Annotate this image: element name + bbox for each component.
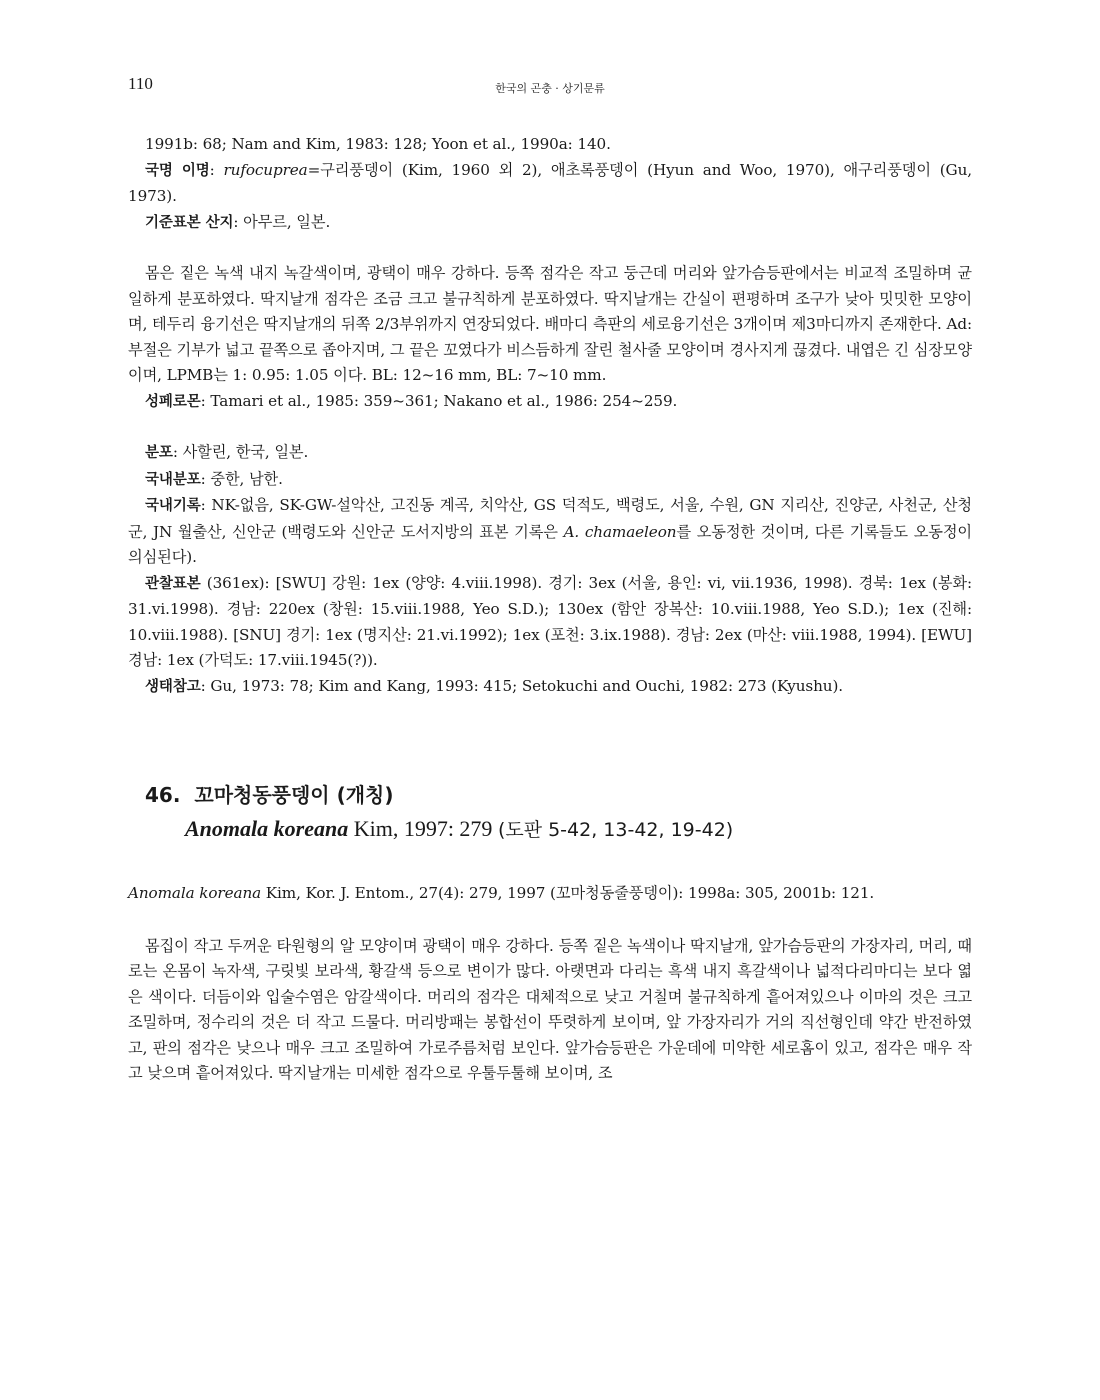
species-citation-text: Kim, Kor. J. Entom., 27(4): 279, 1997 (꼬마청동줄풍뎅이): 1998a: 305, 2001b: 121.: [261, 884, 875, 902]
species-scientific-heading: [145, 812, 972, 847]
species-sci-name: Anomala koreana: [185, 816, 349, 841]
species-korean-name: 꼬마청동풍뎅이 (개칭): [194, 783, 394, 807]
type-locality-label: 기준표본 산지: [145, 214, 234, 231]
korean-synonyms-text: =구리풍뎅이 (Kim, 1960 외 2), 애초록풍뎅이 (Hyun and Woo, 1970), 애구리풍뎅이 (Gu, 1973).: [128, 160, 972, 205]
pheromone-label: 성페로몬: [145, 393, 201, 410]
domestic-records-text-2: 를 오동정한 것이며, 다른 기록들도 오동정이 의심된다).: [128, 522, 972, 566]
species-heading: [145, 778, 972, 847]
species-number: 46.: [145, 783, 181, 807]
specimens-label: 관찰표본: [145, 575, 201, 592]
domestic-records-text-1: : NK-없음, SK-GW-설악산, 고진동 계곡, 치악산, GS 덕적도, 백령도, 서울, 수원, GN 지리산, 진양군, 사천군, 산청군, JN 월출산, 신안군 (백령도와 신안군 도서지방의 표본 기록은: [128, 496, 972, 541]
domestic-records: [128, 493, 972, 571]
specimens-examined: [128, 571, 972, 674]
page-header: [128, 74, 972, 98]
species-korean-heading: [145, 778, 972, 812]
species-citation: [128, 881, 972, 907]
korean-synonyms-sci: rufocuprea: [223, 160, 308, 179]
domestic-distribution-label: 국내분포: [145, 471, 201, 488]
citation-continuation: 1991b: 68; Nam and Kim, 1983: 128; Yoon et al., 1990a: 140.: [145, 135, 611, 153]
pheromone: [128, 389, 972, 416]
ecology-reference: [128, 674, 972, 701]
distribution: [128, 440, 972, 467]
korean-synonyms-label: 국명 이명: [145, 162, 210, 179]
page-number: 110: [128, 74, 153, 93]
distribution-text: : 사할린, 한국, 일본.: [172, 443, 309, 461]
species-citation-sci: Anomala koreana: [128, 884, 262, 902]
domestic-distribution: [128, 467, 972, 494]
page-content: [128, 132, 972, 1087]
specimens-text: (361ex): [SWU] 강원: 1ex (양양: 4.viii.1998). 경기: 3ex (서울, 용인: vi, vii.1936, 1998). 경북: 1ex (봉화: 31.vi.1998). 경남: 220ex (창원: 15.viii.1988, Yeo S.D.); 130ex (함안 장복산: 10.viii.1988, Yeo S.D.); 1ex (진해: 10.viii.1988). [SNU] 경기: 1ex (명지산: 21.vi.1992); 1ex (포천: 3.ix.1988). 경남: 2ex (마산: viii.1988, 1994). [EWU] 경남: 1ex (가덕도: 17.viii.1945(?)).: [128, 573, 972, 669]
type-locality-text: : 아무르, 일본.: [233, 212, 331, 231]
species-plate-ref: (도판 5-42, 13-42, 19-42): [497, 819, 734, 841]
domestic-distribution-text: : 중한, 남한.: [200, 469, 283, 488]
distribution-label: 분포: [145, 445, 173, 461]
domestic-records-label: 국내기록: [145, 498, 201, 514]
korean-synonyms: 국명 이명: rufocuprea=구리풍뎅이 (Kim, 1960 외 2), 애초록풍뎅이 (Hyun and Woo, 1970), 애구리풍뎅이 (Gu, 1973).: [128, 160, 972, 205]
type-locality: [128, 210, 972, 237]
ecology-label: 생태참고: [145, 678, 201, 695]
description-paragraph: 몸은 짙은 녹색 내지 녹갈색이며, 광택이 매우 강하다. 등쪽 점각은 작고 둥근데 머리와 앞가슴등판에서는 비교적 조밀하며 균일하게 분포하였다. 딱지날개 점각은 조금 크고 불규칙하게 분포하였다. 딱지날개는 간실이 편평하며 조구가 낮아 밋밋한 모양이며, 테두리 융기선은 딱지날개의 뒤쪽 2/3부위까지 연장되었다. 배마디 측판의 세로융기선은 3개이며 제3마디까지 존재한다. Ad: 부절은 기부가 넓고 끝쪽으로 좁아지며, 그 끝은 꼬였다가 비스듬하게 잘린 철사줄 모양이며 경사지게 끊겼다. 내엽은 긴 심장모양이며, LPMB는 1: 0.95: 1.05 이다. BL: 12~16 mm, BL: 7~10 mm.: [128, 264, 972, 384]
ecology-text: : Gu, 1973: 78; Kim and Kang, 1993: 415; Setokuchi and Ouchi, 1982: 273 (Kyushu).: [200, 676, 844, 695]
species-author-year: Kim, 1997: 279: [348, 816, 498, 841]
domestic-records-sci: A. chamaeleon: [563, 522, 677, 541]
pheromone-text: : Tamari et al., 1985: 359~361; Nakano et al., 1986: 254~259.: [200, 391, 678, 410]
species-description: 몸집이 작고 두꺼운 타원형의 알 모양이며 광택이 매우 강하다. 등쪽 짙은 녹색이나 딱지날개, 앞가슴등판의 가장자리, 머리, 때로는 온몸이 녹자색, 구릿빛 보라색, 황갈색 등으로 변이가 많다. 아랫면과 다리는 흑색 내지 흑갈색이나 넓적다리마디는 보다 엷은 색이다. 더듬이와 입술수염은 암갈색이다. 머리의 점각은 대체적으로 낮고 거칠며 불규칙하게 흩어져있으나 이마의 것은 크고 조밀하며, 정수리의 것은 더 작고 드물다. 머리방패는 봉합선이 뚜렷하게 보이며, 앞 가장자리가 거의 직선형인데 약간 반전하였고, 판의 점각은 낮으나 매우 크고 조밀하여 가로주름처럼 보인다. 앞가슴등판은 가운데에 미약한 세로홈이 있고, 점각은 매우 작고 낮으며 흩어져있다. 딱지날개는 미세한 점각으로 우툴두툴해 보이며, 조: [128, 936, 972, 1082]
running-title: 한국의 곤충 · 상기문류: [495, 82, 605, 95]
